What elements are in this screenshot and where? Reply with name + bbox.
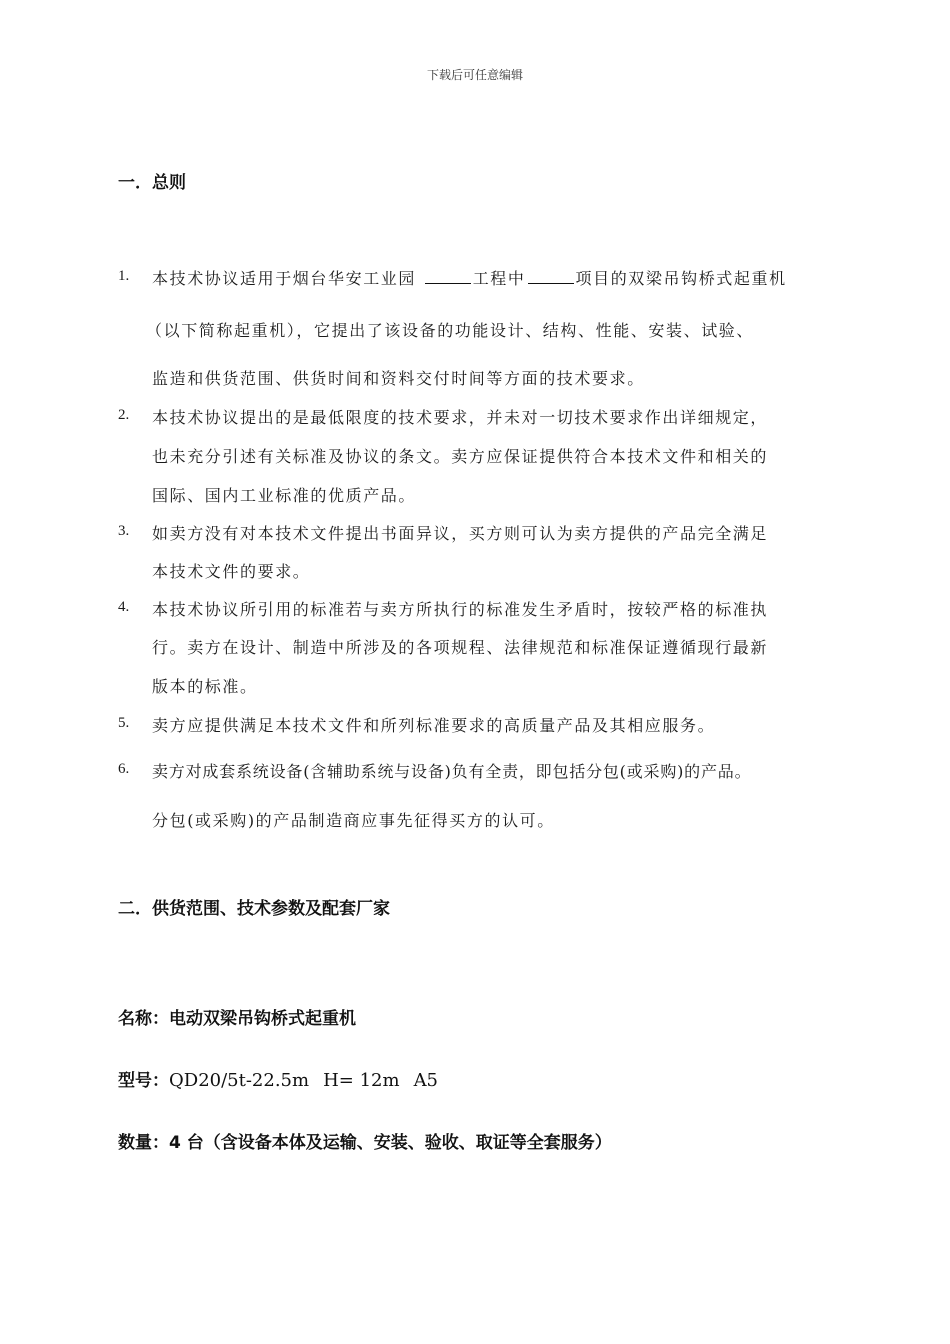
section-heading-supply-scope: 二．供货范围、技术参数及配套厂家: [118, 899, 390, 919]
item-text: 工程中: [472, 269, 526, 288]
item-line: 监造和供货范围、供货时间和资料交付时间等方面的技术要求。: [152, 369, 645, 388]
item-line: 也未充分引述有关标准及协议的条文。卖方应保证提供符合本技术文件和相关的: [152, 447, 769, 466]
item-line: 本技术文件的要求。: [152, 562, 311, 581]
item-line: 版本的标准。: [152, 677, 258, 696]
item-text: 项目的双梁吊钩桥式起重机: [575, 269, 787, 288]
spec-model-row: [118, 1066, 438, 1091]
spec-name-value: 电动双梁吊钩桥式起重机: [169, 1009, 356, 1029]
item-text: 本技术协议适用于烟台华安工业园: [152, 269, 423, 288]
item-line: 国际、国内工业标准的优质产品。: [152, 486, 417, 505]
item-line: 本技术协议所引用的标准若与卖方所执行的标准发生矛盾时，按较严格的标准执: [152, 600, 769, 619]
item-number: 1.: [118, 268, 130, 284]
spec-quantity-row: [118, 1128, 612, 1153]
item-number: 3.: [118, 523, 130, 539]
item-number: 4.: [118, 599, 130, 615]
fill-in-blank: [528, 271, 574, 284]
spec-quantity-value: 4 台（含设备本体及运输、安装、验收、取证等全套服务）: [169, 1133, 612, 1153]
item-number: 2.: [118, 407, 130, 423]
spec-name-label: 名称：: [118, 1009, 169, 1029]
item-number: 5.: [118, 715, 130, 731]
item-number: 6.: [118, 761, 130, 777]
item-line: 本技术协议提出的是最低限度的技术要求，并未对一切技术要求作出详细规定，: [152, 408, 769, 427]
fill-in-blank: [425, 271, 471, 284]
spec-model-height: H= 12m: [323, 1070, 400, 1091]
spec-model-value: QD20/5t-22.5m: [169, 1070, 310, 1091]
item-line: [152, 266, 787, 289]
item-line: 行。卖方在设计、制造中所涉及的各项规程、法律规范和标准保证遵循现行最新: [152, 638, 769, 657]
item-line: 如卖方没有对本技术文件提出书面异议，买方则可认为卖方提供的产品完全满足: [152, 524, 769, 543]
spec-model-class: A5: [413, 1070, 439, 1091]
item-line: （以下简称起重机），它提出了该设备的功能设计、结构、性能、安装、试验、: [146, 321, 755, 340]
header-note: 下载后可任意编辑: [426, 68, 523, 82]
spec-model-label: 型号：: [118, 1071, 169, 1091]
item-line: 卖方对成套系统设备(含辅助系统与设备)负有全责，即包括分包(或采购)的产品。: [152, 762, 752, 781]
item-line: 分包(或采购)的产品制造商应事先征得买方的认可。: [152, 811, 555, 830]
section-heading-general: 一．总则: [118, 173, 186, 193]
spec-quantity-label: 数量：: [118, 1133, 169, 1153]
spec-name-row: [118, 1004, 356, 1029]
item-line: 卖方应提供满足本技术文件和所列标准要求的高质量产品及其相应服务。: [152, 716, 716, 735]
